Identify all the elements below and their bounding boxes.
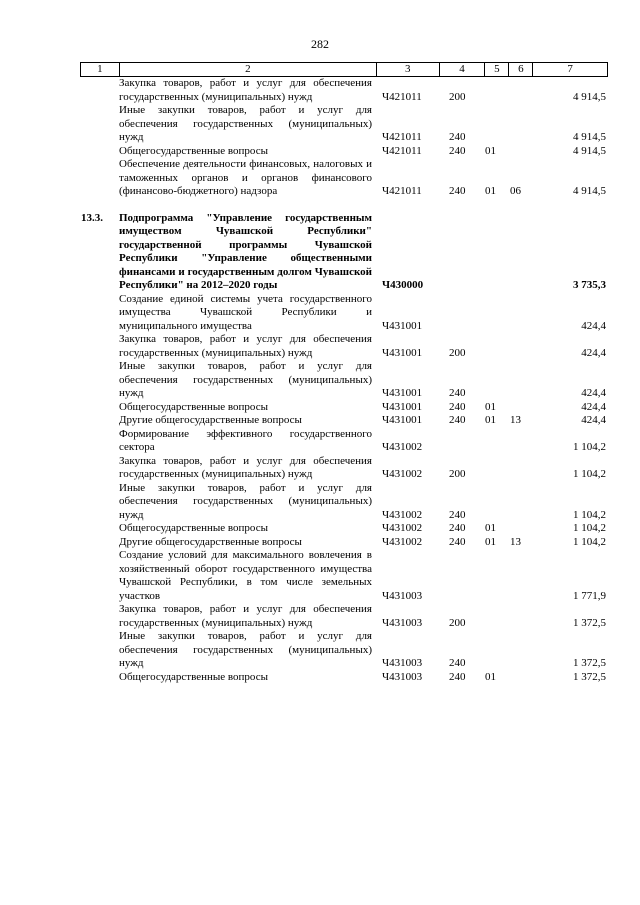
table-row — [80, 536, 608, 550]
row-code: Ч431003 — [382, 589, 423, 602]
row-expense-type: 200 — [449, 468, 466, 480]
row-expense-type — [439, 549, 485, 603]
table-row — [80, 77, 608, 104]
header-col-7: 7 — [532, 63, 607, 76]
table-row — [80, 603, 608, 630]
row-expense-type — [439, 293, 485, 334]
table-row — [80, 158, 608, 199]
row-code: Ч421011 — [382, 90, 422, 103]
row-subsection — [509, 549, 533, 603]
row-name: Другие общегосударственные вопросы — [119, 535, 302, 548]
page-number: 282 — [311, 37, 329, 51]
row-code: Ч431002 — [382, 468, 423, 480]
row-name: Общегосударственные вопросы — [119, 400, 268, 413]
row-section — [485, 104, 509, 145]
header-col-2: 2 — [119, 63, 376, 76]
row-code: Ч421011 — [382, 131, 422, 143]
row-section — [485, 360, 509, 401]
row-subsection — [509, 360, 533, 401]
row-code: Ч431002 — [382, 441, 423, 453]
row-section: 01 — [485, 670, 496, 683]
row-name: Общегосударственные вопросы — [119, 522, 268, 534]
row-name: Иные закупки товаров, работ и услуг для обеспечения государственных (муниципальных) нужд — [119, 481, 372, 521]
table-row — [80, 428, 608, 455]
row-number — [80, 482, 118, 523]
row-number — [80, 145, 118, 159]
row-number — [80, 333, 118, 360]
table-row — [80, 104, 608, 145]
row-name: Создание единой системы учета государственного имущества Чувашской Республики и муниципального имущества — [119, 292, 372, 332]
row-name: Общегосударственные вопросы — [119, 144, 268, 157]
row-subsection — [509, 428, 533, 455]
row-number — [80, 77, 118, 104]
row-subsection — [509, 212, 533, 293]
table-header — [80, 62, 608, 77]
row-expense-type: 240 — [449, 131, 466, 143]
row-subsection: 13 — [510, 414, 521, 426]
row-amount: 4 914,5 — [573, 185, 606, 197]
row-amount: 1 104,2 — [573, 468, 606, 480]
row-code: Ч431001 — [382, 319, 423, 332]
header-col-3: 3 — [376, 63, 439, 76]
table-row — [80, 671, 608, 685]
row-amount: 1 372,5 — [573, 657, 606, 669]
row-section — [485, 293, 509, 334]
row-subsection — [509, 522, 533, 536]
row-subsection — [509, 145, 533, 159]
row-amount: 1 372,5 — [573, 670, 606, 683]
row-expense-type: 200 — [449, 90, 466, 103]
row-name: Закупка товаров, работ и услуг для обеспечения государственных (муниципальных) нужд — [119, 333, 372, 359]
row-code: Ч431001 — [382, 346, 423, 359]
row-code: Ч431001 — [382, 414, 423, 426]
row-expense-type — [439, 428, 485, 455]
row-code: Ч431003 — [382, 670, 423, 683]
row-number — [80, 522, 118, 536]
row-number — [80, 671, 118, 685]
row-subsection — [509, 482, 533, 523]
row-expense-type: 240 — [449, 508, 466, 521]
row-section — [485, 482, 509, 523]
row-number — [80, 401, 118, 415]
row-name: Закупка товаров, работ и услуг для обеспечения государственных (муниципальных) нужд — [119, 77, 372, 103]
row-subsection — [509, 77, 533, 104]
row-expense-type: 240 — [449, 387, 466, 399]
row-amount: 1 372,5 — [573, 616, 606, 629]
row-expense-type — [439, 212, 485, 293]
table-row — [80, 401, 608, 415]
table-row — [80, 522, 608, 536]
row-section — [485, 212, 509, 293]
row-amount: 4 914,5 — [573, 90, 606, 103]
row-expense-type: 240 — [449, 185, 466, 197]
row-amount: 3 735,3 — [573, 279, 606, 291]
row-code: Ч431001 — [382, 400, 423, 413]
row-number — [80, 603, 118, 630]
row-amount: 424,4 — [581, 414, 606, 426]
row-amount: 1 104,2 — [573, 441, 606, 453]
row-amount: 1 771,9 — [573, 589, 606, 602]
row-number — [80, 414, 118, 428]
row-amount: 1 104,2 — [573, 522, 606, 534]
row-subsection — [509, 671, 533, 685]
row-number — [80, 158, 118, 199]
row-subsection — [509, 293, 533, 334]
row-name: Закупка товаров, работ и услуг для обеспечения государственных (муниципальных) нужд — [119, 603, 372, 629]
table-body — [80, 77, 608, 684]
row-code: Ч430000 — [382, 279, 424, 291]
row-section — [485, 333, 509, 360]
table-row — [80, 482, 608, 523]
row-subsection — [509, 603, 533, 630]
row-name: Обеспечение деятельности финансовых, налоговых и таможенных органов и органов финансового (финансово-бюджетного) надзора — [119, 158, 372, 197]
row-name: Закупка товаров, работ и услуг для обеспечения государственных (муниципальных) нужд — [119, 454, 372, 480]
row-spacer — [80, 199, 608, 212]
table-row — [80, 293, 608, 334]
row-expense-type: 200 — [449, 346, 466, 359]
header-col-4: 4 — [439, 63, 485, 76]
row-expense-type: 240 — [449, 400, 466, 413]
row-amount: 424,4 — [581, 346, 606, 359]
row-expense-type: 240 — [449, 522, 466, 534]
row-name: Формирование эффективного государственного сектора — [119, 427, 372, 453]
row-name: Иные закупки товаров, работ и услуг для обеспечения государственных (муниципальных) нужд — [119, 360, 372, 399]
row-expense-type: 240 — [449, 657, 466, 669]
row-number — [80, 630, 118, 671]
row-name: Подпрограмма "Управление государственным имуществом Чувашской Республики" государственной программы Чувашской Республики "Управление общественными финансами и государственным долгом Чувашской Республики" на 2012–2020 годы — [119, 211, 372, 291]
row-section — [485, 77, 509, 104]
table-row — [80, 630, 608, 671]
row-expense-type: 200 — [449, 616, 466, 629]
budget-table — [80, 62, 608, 684]
row-subsection — [509, 630, 533, 671]
table-row — [80, 455, 608, 482]
header-col-6: 6 — [508, 63, 532, 76]
row-code: Ч421011 — [382, 185, 422, 197]
header-col-1: 1 — [97, 63, 103, 75]
row-number — [80, 455, 118, 482]
row-code: Ч421011 — [382, 144, 422, 157]
row-code: Ч431002 — [382, 508, 423, 521]
row-code: Ч431003 — [382, 657, 423, 669]
table-row — [80, 414, 608, 428]
row-expense-type: 240 — [449, 414, 466, 426]
row-section — [485, 603, 509, 630]
table-row — [80, 212, 608, 293]
row-subsection — [509, 333, 533, 360]
row-name: Иные закупки товаров, работ и услуг для обеспечения государственных (муниципальных) нужд — [119, 104, 372, 143]
row-number — [80, 428, 118, 455]
row-expense-type: 240 — [449, 670, 466, 683]
row-subsection — [509, 104, 533, 145]
row-section: 01 — [485, 185, 496, 197]
row-amount: 4 914,5 — [573, 131, 606, 143]
row-section — [485, 549, 509, 603]
row-code: Ч431003 — [382, 616, 423, 629]
row-code: Ч431001 — [382, 387, 423, 399]
row-amount: 424,4 — [581, 319, 606, 332]
row-number — [80, 293, 118, 334]
row-amount: 424,4 — [581, 387, 606, 399]
row-name: Другие общегосударственные вопросы — [119, 414, 302, 426]
row-name: Иные закупки товаров, работ и услуг для обеспечения государственных (муниципальных) нужд — [119, 630, 372, 669]
row-section — [485, 428, 509, 455]
row-name: Общегосударственные вопросы — [119, 670, 268, 683]
row-number — [80, 536, 118, 550]
row-subsection: 13 — [510, 535, 521, 548]
row-section: 01 — [485, 400, 496, 413]
table-row — [80, 549, 608, 603]
row-expense-type: 240 — [449, 144, 466, 157]
row-amount: 1 104,2 — [573, 535, 606, 548]
row-number: 13.3. — [81, 211, 103, 224]
row-section — [485, 455, 509, 482]
row-amount: 4 914,5 — [573, 144, 606, 157]
row-number — [80, 360, 118, 401]
row-code: Ч431002 — [382, 522, 423, 534]
row-section: 01 — [485, 144, 496, 157]
row-expense-type: 240 — [449, 535, 466, 548]
row-name: Создание условий для максимального вовлечения в хозяйственный оборот государственного имущества Чувашской Республики, в том числе земельных участков — [119, 549, 372, 602]
table-row — [80, 360, 608, 401]
row-code: Ч431002 — [382, 535, 423, 548]
row-section — [485, 630, 509, 671]
table-row — [80, 333, 608, 360]
row-subsection — [509, 401, 533, 415]
row-number — [80, 549, 118, 603]
table-row — [80, 145, 608, 159]
header-col-5: 5 — [484, 63, 508, 76]
row-subsection — [509, 455, 533, 482]
row-section: 01 — [485, 535, 496, 548]
row-section: 01 — [485, 522, 496, 534]
row-section: 01 — [485, 414, 496, 426]
row-amount: 1 104,2 — [573, 508, 606, 521]
row-number — [80, 104, 118, 145]
row-subsection: 06 — [510, 185, 521, 197]
row-amount: 424,4 — [581, 400, 606, 413]
